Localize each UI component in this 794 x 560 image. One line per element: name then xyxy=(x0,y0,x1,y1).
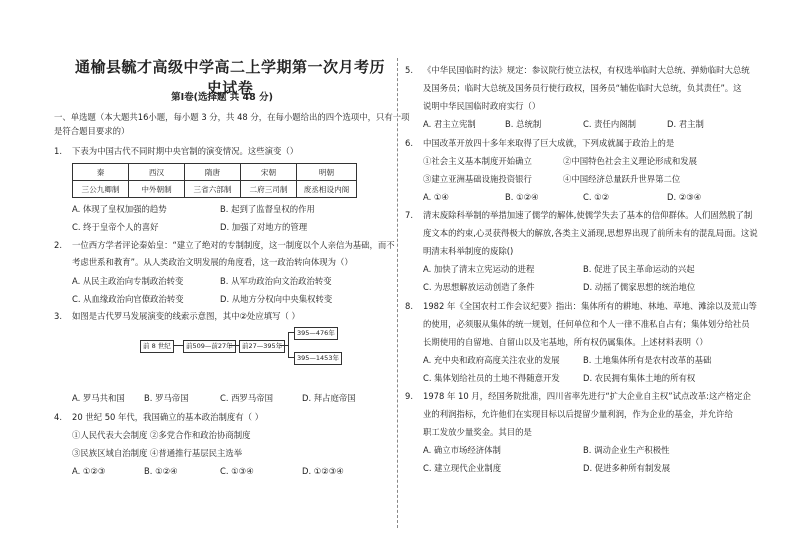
timeline-box-2: 前509—前27年 xyxy=(183,340,236,353)
q1-text: 下表为中国古代不同时期中央官制的演变情况。这些演变（） xyxy=(72,146,299,156)
q3-timeline-diagram xyxy=(140,326,340,366)
q3-text: 如图是古代罗马发展演变的线索示意图，其中②处应填写（ ） xyxy=(72,311,300,321)
q9-text-line1: 1978 年 10 月，经国务院批准，四川省率先进行“扩大企业自主权”试点改革:这产格定企 xyxy=(423,391,751,401)
q7-option-d[interactable]: D. 动摇了儒家思想的统治地位 xyxy=(583,282,696,292)
q5-text-line3: 说明中华民国临时政府实行（） xyxy=(423,101,541,111)
q4-option-a[interactable]: A. ①②③ xyxy=(72,466,106,476)
q7-option-b[interactable]: B. 促进了民主革命运动的兴起 xyxy=(583,264,695,274)
q6-statement-4: ④中国经济总量跃升世界第二位 xyxy=(563,174,681,184)
q8-option-b[interactable]: B. 土地集体所有是农村改革的基础 xyxy=(583,355,712,365)
q2-number: 2. xyxy=(54,240,62,250)
q1-option-b[interactable]: B. 起到了监督皇权的作用 xyxy=(220,204,315,214)
q4-number: 4. xyxy=(54,412,62,422)
table-cell: 西汉 xyxy=(129,164,185,181)
q4-option-c[interactable]: C. ①③④ xyxy=(220,466,254,476)
q7-text-line2: 度文本的约束,心灵获得极大的解放,各类主义涌现,思想界出现了前所未有的混乱局面。这说 xyxy=(423,228,758,238)
q9-option-d[interactable]: D. 促进多种所有制发展 xyxy=(583,463,671,473)
q9-text-line2: 业的利润指标，允许他们在实现目标以后提留少量利润，作为企业的基金，并允许给 xyxy=(423,409,733,419)
q5-option-b[interactable]: B. 总统制 xyxy=(505,119,542,129)
timeline-box-5: 395—1453年 xyxy=(294,352,342,365)
q3-option-a[interactable]: A. 罗马共和国 xyxy=(72,393,125,403)
q6-option-a[interactable]: A. ①④ xyxy=(423,192,449,202)
q1-option-c[interactable]: C. 终于皇帝个人的喜好 xyxy=(72,222,159,232)
q5-option-d[interactable]: D. 君主制 xyxy=(667,119,704,129)
q8-text-line1: 1982 年《全国农村工作会议纪要》指出：集体所有的耕地、林地、草地、滩涂以及荒山等 xyxy=(423,301,757,311)
q6-text: 中国改革开放四十多年来取得了巨大成就，下列成就属于政治上的是 xyxy=(423,138,675,148)
q6-statement-2: ②中国特色社会主义理论形成和发展 xyxy=(563,156,697,166)
q5-number: 5. xyxy=(405,65,413,75)
table-cell: 废丞相设内阁 xyxy=(297,181,357,198)
q7-number: 7. xyxy=(405,210,413,220)
q9-option-c[interactable]: C. 建立现代企业制度 xyxy=(423,463,502,473)
q6-statement-3: ③建立亚洲基础设施投资银行 xyxy=(423,174,532,184)
q4-statements-2: ③民族区域自治制度 ④普通推行基层民主选举 xyxy=(72,448,243,458)
q6-number: 6. xyxy=(405,138,413,148)
q8-text-line2: 的使用，必须服从集体的统一规划，任何单位和个人一律不准私自占有；集体划分给社员 xyxy=(423,319,750,329)
timeline-connector xyxy=(173,345,183,346)
table-cell: 三省六部制 xyxy=(185,181,241,198)
table-row xyxy=(73,164,357,181)
q3-option-c[interactable]: C. 西罗马帝国 xyxy=(220,393,274,403)
q7-text-line3: 明清末科举制度的废除() xyxy=(423,246,514,256)
q5-option-c[interactable]: C. 责任内阁制 xyxy=(583,119,637,129)
q2-text-line1: 一位西方学者评论秦始皇：“建立了绝对的专制制度，这一制度以个人亲信为基础，而不 xyxy=(72,240,395,250)
q6-option-b[interactable]: B. ①②④ xyxy=(505,192,539,202)
timeline-connector xyxy=(288,332,289,358)
q1-option-a[interactable]: A. 体现了皇权加强的趋势 xyxy=(72,204,167,214)
exam-subtitle: 第Ⅰ卷(选择题 共 48 分) xyxy=(171,92,273,103)
q2-option-d[interactable]: D. 从地方分权向中央集权转变 xyxy=(220,294,333,304)
timeline-connector xyxy=(229,345,239,346)
q3-number: 3. xyxy=(54,311,62,321)
q4-text: 20 世纪 50 年代，我国确立的基本政治制度有（ ） xyxy=(72,412,264,422)
section-heading: 一、单选题（本大题共16小题，每小题 3 分，共 48 分，在每小题给出的四个选项中，只有一项 xyxy=(54,112,410,122)
table-cell: 三公九卿制 xyxy=(73,181,129,198)
section-heading-cont: 是符合题目要求的） xyxy=(54,126,130,136)
q8-option-c[interactable]: C. 集体划给社员的土地不得随意开发 xyxy=(423,373,560,383)
q4-statements-1: ①人民代表大会制度 ②多党合作和政治协商制度 xyxy=(72,430,251,440)
timeline-box-1: 前 8 世纪 xyxy=(140,340,174,353)
timeline-box-3: 前27—395年 xyxy=(239,340,285,353)
q1-option-d[interactable]: D. 加强了对地方的管理 xyxy=(220,222,308,232)
table-cell: 明朝 xyxy=(297,164,357,181)
q4-option-b[interactable]: B. ①②④ xyxy=(144,466,178,476)
q7-option-a[interactable]: A. 加快了清末立宪运动的进程 xyxy=(423,264,535,274)
timeline-box-4: 395—476年 xyxy=(294,327,338,340)
table-cell: 二府三司制 xyxy=(241,181,297,198)
table-cell: 中外朝制 xyxy=(129,181,185,198)
q2-text-line2: 考虑世系和教育”。从人类政治文明发展的角度看，这一政治转向体现为（） xyxy=(72,257,353,267)
q9-text-line3: 职工发放少量奖金。其目的是 xyxy=(423,427,532,437)
q6-statement-1: ①社会主义基本制度开始确立 xyxy=(423,156,532,166)
q8-number: 8. xyxy=(405,301,413,311)
q6-option-d[interactable]: D. ②③④ xyxy=(667,192,702,202)
q9-number: 9. xyxy=(405,391,413,401)
q6-option-c[interactable]: C. ①② xyxy=(583,192,610,202)
q5-text-line1: 《中华民国临时约法》规定：参议院行使立法权，有权选举临时大总统、弹劾临时大总统 xyxy=(423,65,750,75)
table-cell: 宋朝 xyxy=(241,164,297,181)
table-row xyxy=(73,181,357,198)
exam-title: 通榆县毓才高级中学高二上学期第一次月考历史试卷 xyxy=(74,58,385,97)
q9-option-a[interactable]: A. 确立市场经济体制 xyxy=(423,445,501,455)
q2-option-b[interactable]: B. 从军功政治向文治政治转变 xyxy=(220,276,332,286)
q9-option-b[interactable]: B. 调动企业生产积极性 xyxy=(583,445,670,455)
q1-table xyxy=(72,163,357,198)
table-cell: 秦 xyxy=(73,164,129,181)
q5-text-line2: 及国务员；临时大总统及国务员行使行政权，国务员“辅佐临时大总统，负其责任”。这 xyxy=(423,83,742,93)
q4-option-d[interactable]: D. ①②③④ xyxy=(302,466,344,476)
q3-option-d[interactable]: D. 拜占庭帝国 xyxy=(302,393,356,403)
q2-option-a[interactable]: A. 从民主政治向专制政治转变 xyxy=(72,276,184,286)
q8-option-a[interactable]: A. 充中央和政府高度关注农业的发展 xyxy=(423,355,560,365)
q7-option-c[interactable]: C. 为思想解放运动创造了条件 xyxy=(423,282,535,292)
q8-option-d[interactable]: D. 农民拥有集体土地的所有权 xyxy=(583,373,696,383)
q1-number: 1. xyxy=(54,146,62,156)
table-cell: 隋唐 xyxy=(185,164,241,181)
timeline-connector xyxy=(280,345,288,346)
q5-option-a[interactable]: A. 君主立宪制 xyxy=(423,119,476,129)
q8-text-line3: 长期使用的自留地、自留山以及宅基地，所有权仍属集体。上述材料表明（） xyxy=(423,337,708,347)
column-divider xyxy=(397,58,398,528)
q7-text-line1: 清末废除科举制的举措加速了儒学的解体,使儒学失去了基本的信仰群体。人们固然脱了制 xyxy=(423,210,753,220)
q2-option-c[interactable]: C. 从血缘政治向官僚政治转变 xyxy=(72,294,184,304)
q3-option-b[interactable]: B. 罗马帝国 xyxy=(144,393,189,403)
